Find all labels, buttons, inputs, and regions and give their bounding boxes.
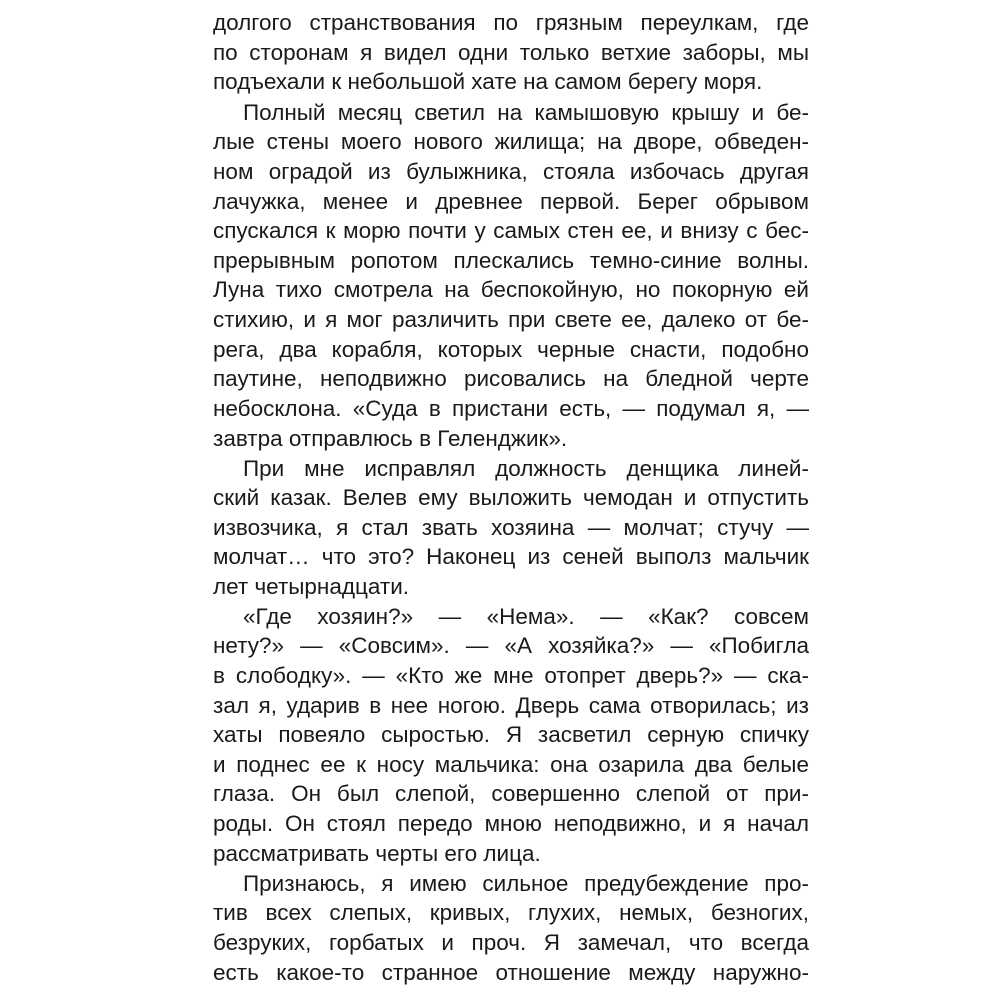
text-line: ский казак. Велев ему выложить чемодан и отпустить [213, 485, 809, 510]
text-line: рассматривать черты его лица. [213, 841, 541, 866]
book-page [213, 0, 809, 1000]
text-line: в слободку». — «Кто же мне отопрет дверь?» — ска- [213, 663, 809, 688]
text-line: лачужка, менее и древнее первой. Берег обрывом [213, 189, 809, 214]
text-line: тив всех слепых, кривых, глухих, немых, безногих, [213, 900, 809, 925]
text-line: стихию, и я мог различить при свете ее, далеко от бе- [213, 307, 809, 332]
text-line: зал я, ударив в нее ногою. Дверь сама отворилась; из [213, 693, 809, 718]
text-line: извозчика, я стал звать хозяина — молчат; стучу — [213, 515, 809, 540]
text-line: по сторонам я видел одни только ветхие заборы, мы [213, 40, 809, 65]
text-line: Луна тихо смотрела на беспокойную, но покорную ей [213, 277, 809, 302]
text-line: есть какое-то странное отношение между наружно- [213, 960, 809, 985]
text-line: При мне исправлял должность денщика линей- [243, 456, 809, 481]
text-line: Признаюсь, я имею сильное предубеждение про- [243, 871, 809, 896]
text-line: молчат… что это? Наконец из сеней выполз мальчик [213, 544, 809, 569]
text-line: и поднес ее к носу мальчика: она озарила два белые [213, 752, 809, 777]
text-line: нету?» — «Совсим». — «А хозяйка?» — «Побигла [213, 633, 809, 658]
text-line: глаза. Он был слепой, совершенно слепой от при- [213, 781, 809, 806]
text-line: Полный месяц светил на камышовую крышу и бе- [243, 100, 809, 125]
text-line: спускался к морю почти у самых стен ее, и внизу с бес- [213, 218, 809, 243]
text-line: небосклона. «Суда в пристани есть, — подумал я, — [213, 396, 809, 421]
text-line: завтра отправлюсь в Геленджик». [213, 426, 568, 451]
text-line: паутине, неподвижно рисовались на бледной черте [213, 366, 809, 391]
text-line: долгого странствования по грязным переулкам, где [213, 10, 809, 35]
text-line: прерывным ропотом плескались темно-синие волны. [213, 248, 809, 273]
text-line: хаты повеяло сыростью. Я засветил серную спичку [213, 722, 809, 747]
text-line: роды. Он стоял передо мною неподвижно, и я начал [213, 811, 809, 836]
text-line: подъехали к небольшой хате на самом берегу моря. [213, 69, 763, 94]
text-line: лет четырнадцати. [213, 574, 410, 599]
text-line: «Где хозяин?» — «Нема». — «Как? совсем [243, 604, 809, 629]
text-line: ном оградой из булыжника, стояла избочась другая [213, 159, 809, 184]
text-line: рега, два корабля, которых черные снасти, подобно [213, 337, 809, 362]
text-line: безруких, горбатых и проч. Я замечал, что всегда [213, 930, 809, 955]
text-line: лые стены моего нового жилища; на дворе, обведен- [213, 129, 809, 154]
